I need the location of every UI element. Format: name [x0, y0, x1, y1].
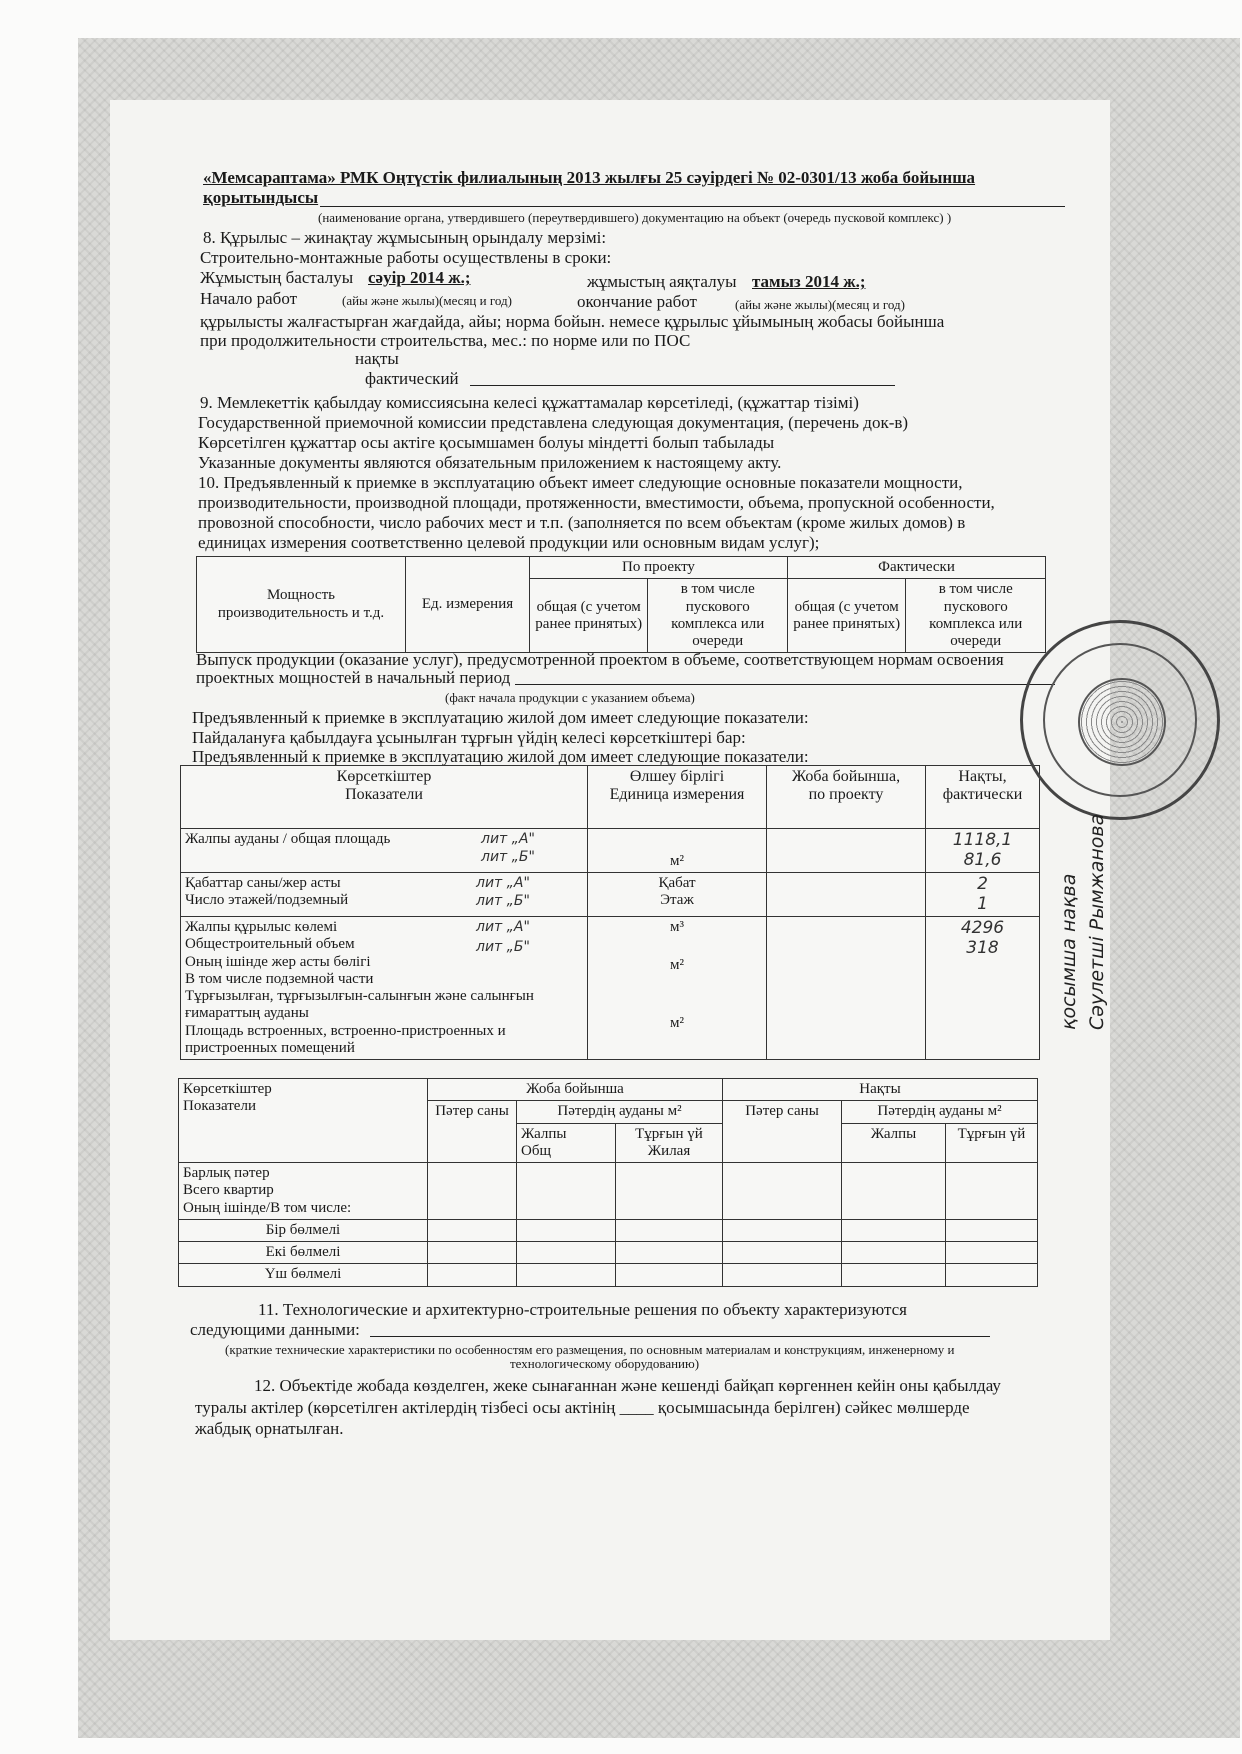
output-line-3: Предъявленный к приемке в эксплуатацию жилой дом имеет следующие показатели:	[192, 708, 809, 727]
t3-fact-count: Пәтер саны	[723, 1101, 842, 1163]
s8-end-value: тамыз 2014 ж.;	[752, 272, 866, 291]
s8-end-kz: жұмыстың аяқталуы	[587, 272, 737, 291]
t2-row-volume-l2: Общестроительный объем	[185, 936, 355, 953]
t3-fact-area: Пәтердің ауданы м²	[842, 1101, 1038, 1123]
t2-head-unit	[588, 766, 767, 829]
official-seal	[1020, 620, 1220, 820]
t3-project-living-kz: Тұрғын үй	[635, 1125, 703, 1142]
t3-project-count: Пәтер саны	[428, 1101, 517, 1163]
t2-row-volume-fact-a: 4296	[960, 918, 1005, 939]
t2-row-volume-l5: Тұрғызылған, тұрғызылғын-салынғын және салынғын	[185, 988, 534, 1005]
s12-line-3: жабдық орнатылған.	[195, 1419, 344, 1438]
output-line	[515, 684, 1055, 685]
t3-fact: Нақты	[723, 1079, 1038, 1101]
margin-note-2: Сәулетші Рымжанова	[1086, 813, 1108, 1030]
s11-line	[370, 1336, 990, 1337]
t2-head-fact-kz: Нақты,	[958, 768, 1007, 785]
t3-row-three-room: Үш бөлмелі	[179, 1264, 428, 1286]
margin-note-1: қосымша нақва	[1058, 873, 1080, 1030]
t2-head-project-kz: Жоба бойынша,	[791, 768, 901, 785]
t1-project-launch: в том числе пускового комплекса или очереди	[648, 579, 788, 653]
t2-row-floors-lit-a: лит „А"	[476, 875, 530, 892]
s10-line-1: 10. Предъявленный к приемке в эксплуатацию объект имеет следующие основные показатели мощности,	[198, 473, 963, 492]
t2-row-floors-lit-b: лит „Б"	[476, 893, 530, 910]
t3-head-ru: Показатели	[183, 1098, 256, 1115]
output-line-1: Выпуск продукции (оказание услуг), предусмотренной проектом в объеме, соответствующем нормам освоения	[196, 650, 1004, 669]
s11-line-2: следующими данными:	[190, 1320, 360, 1339]
t3-project: Жоба бойынша	[428, 1079, 723, 1101]
t3-head	[179, 1079, 428, 1163]
t3-project-living-ru: Жилая	[647, 1142, 691, 1159]
t2-row-floors-unit	[588, 873, 767, 917]
t3-row-two-room: Екі бөлмелі	[179, 1242, 428, 1264]
s8-title-ru: Строительно-монтажные работы осуществлены в сроки:	[200, 248, 612, 267]
s8-start-kz: Жұмыстың басталуы	[200, 268, 354, 287]
capacity-table	[196, 556, 1046, 653]
t3-fact-total: Жалпы	[842, 1123, 946, 1163]
t1-group-fact: Фактически	[787, 557, 1045, 579]
t2-row-floors-fact	[926, 873, 1040, 917]
output-line-5: Предъявленный к приемке в эксплуатацию жилой дом имеет следующие показатели:	[192, 747, 809, 766]
s8-fact-kz: нақты	[355, 349, 399, 368]
t3-row-incl: Оның ішінде/В том числе:	[183, 1199, 352, 1216]
output-line-4: Пайдалануға қабылдауға ұсынылған тұрғын үйдің келесі көрсеткіштері бар:	[192, 728, 746, 747]
s11-caption-1: (краткие технические характеристики по особенностям его размещения, по основным материалам и конструкциям, инженерному и	[225, 1342, 955, 1357]
t3-row-all-kz: Барлық пәтер	[183, 1165, 270, 1181]
t1-group-project: По проекту	[530, 557, 788, 579]
output-caption: (факт начала продукции с указанием объема)	[445, 690, 695, 705]
t2-row-area-label: Жалпы ауданы / общая площадь	[185, 831, 391, 847]
s9-line-3: Көрсетілген құжаттар осы актіге қосымшамен болуы міндетті болып табылады	[198, 433, 775, 452]
t2-row-area-fact-b: 81,6	[963, 849, 1002, 870]
t2-row-volume-fact	[926, 917, 1040, 1060]
t2-row-volume-fact-b: 318	[966, 937, 999, 958]
t2-row-volume-lit-b: лит „Б"	[476, 939, 530, 956]
s9-line-2: Государственной приемочной комиссии представлена следующая документация, (перечень док-в)	[198, 413, 909, 432]
t2-row-area-unit: м²	[588, 829, 767, 873]
apartments-table	[178, 1078, 1038, 1287]
s12-line-2: туралы актілер (көрсетілген актілердің тізбесі осы актінің ____ қосымшасында берілген) сәйкес мөлшерде	[195, 1398, 970, 1417]
s8-duration-ru: при продолжительности строительства, мес.: по норме или по ПОС	[200, 331, 691, 350]
s10-line-3: провозной способности, число рабочих мест и т.п. (заполняется по всем объектам (кроме жилых домов) в	[198, 513, 966, 532]
s8-end-ru: окончание работ	[577, 292, 697, 311]
s8-end-caption: (айы және жылы)(месяц и год)	[735, 297, 905, 312]
t2-row-floors-fact-b: 1	[977, 893, 988, 914]
t2-head-indicators-ru: Показатели	[345, 786, 423, 804]
t2-row-floors-ru: Число этажей/подземный	[185, 892, 349, 909]
org-line-2: қорытындысы	[203, 188, 319, 207]
t3-project-area: Пәтердің ауданы м²	[517, 1101, 723, 1123]
t2-row-volume-l8: пристроенных помещений	[185, 1039, 355, 1056]
t3-project-living	[616, 1123, 723, 1163]
t1-fact-launch: в том числе пускового комплекса или очереди	[906, 579, 1046, 653]
t2-head-indicators	[181, 766, 588, 829]
t2-head-fact	[926, 766, 1040, 829]
org-line-1: «Мемсараптама» РМК Оңтүстік филиалының 2013 жылғы 25 сәуірдегі № 02-0301/13 жоба бойынша	[203, 168, 976, 187]
s8-start-ru: Начало работ	[200, 289, 298, 308]
t3-head-kz: Көрсеткіштер	[183, 1081, 272, 1097]
t2-head-project	[767, 766, 926, 829]
t2-row-volume-unit-3: м²	[670, 1015, 684, 1032]
t2-head-unit-ru: Единица измерения	[609, 786, 745, 804]
t1-col-power: Мощность производительность и т.д.	[197, 557, 406, 653]
org-caption: (наименование органа, утвердившего (переутвердившего) документацию на объект (очередь пусковой комплекс) )	[318, 210, 952, 225]
t1-col-unit: Ед. измерения	[406, 557, 530, 653]
t3-project-total-kz: Жалпы	[521, 1125, 567, 1142]
t2-row-volume	[181, 917, 588, 1060]
t2-row-volume-unit	[588, 917, 767, 1060]
t2-row-volume-unit-1: м³	[670, 919, 684, 936]
t2-row-area-fact	[926, 829, 1040, 873]
t3-row-all-ru: Всего квартир	[183, 1182, 274, 1199]
s12-line-1: 12. Объектіде жобада көзделген, жеке сынағаннан және кешенді байқап көргеннен кейін оны қабылдау	[254, 1376, 1001, 1395]
output-line-2: проектных мощностей в начальный период	[196, 668, 511, 687]
t2-head-project-ru: по проекту	[808, 786, 884, 804]
t3-row-one-room: Бір бөлмелі	[179, 1219, 428, 1241]
t1-fact-total: общая (с учетом ранее принятых)	[787, 579, 905, 653]
t2-row-floors-project	[767, 873, 926, 917]
t2-row-floors	[181, 873, 588, 917]
t2-row-floors-unit-kz: Қабат	[658, 875, 696, 892]
t2-row-volume-l1: Жалпы құрылыс көлемі	[185, 919, 338, 936]
s8-title-kz: 8. Құрылыс – жинақтау жұмысының орындалу мерзімі:	[203, 228, 607, 247]
t2-head-indicators-kz: Көрсеткіштер	[336, 768, 432, 785]
t2-row-floors-fact-a: 2	[977, 874, 988, 895]
t2-row-volume-l4: В том числе подземной части	[185, 970, 374, 987]
seal-emblem	[1078, 678, 1166, 766]
s10-line-2: производительности, производной площади, протяженности, вместимости, объема, пропускной особенности,	[198, 493, 995, 512]
housing-indicators-table	[180, 765, 1040, 1060]
t2-head-unit-kz: Өлшеу бірлігі	[629, 768, 725, 785]
s9-line-1: 9. Мемлекеттік қабылдау комиссиясына келесі құжаттамалар көрсетіледі, (құжаттар тізімі)	[200, 393, 859, 412]
t2-row-volume-project	[767, 917, 926, 1060]
t2-row-volume-unit-2: м²	[670, 957, 684, 974]
t2-head-fact-ru: фактически	[942, 786, 1023, 804]
t2-row-area-fact-a: 1118,1	[952, 830, 1013, 850]
s9-line-4: Указанные документы являются обязательным приложением к настоящему акту.	[198, 453, 782, 472]
t3-fact-living: Тұрғын үй	[946, 1123, 1038, 1163]
t2-row-area	[181, 829, 588, 873]
s8-fact-line	[470, 385, 895, 386]
t2-row-floors-kz: Қабаттар саны/жер асты	[185, 875, 341, 892]
s11-caption-2: технологическому оборудованию)	[510, 1356, 700, 1371]
t2-row-area-project	[767, 829, 926, 873]
t2-row-volume-l6: ғимараттың ауданы	[185, 1005, 309, 1022]
s11-line-1: 11. Технологические и архитектурно-строительные решения по объекту характеризуются	[258, 1300, 907, 1319]
t2-row-volume-l3: Оның ішінде жер асты бөлігі	[185, 953, 371, 970]
t3-row-all	[179, 1163, 428, 1220]
t3-project-total	[517, 1123, 616, 1163]
s10-line-4: единицах измерения соответственно целевой продукции или основным видам услуг);	[198, 533, 820, 552]
t2-row-floors-unit-ru: Этаж	[660, 892, 694, 909]
t2-row-area-lit-b: лит „Б"	[481, 849, 535, 865]
org-underline	[320, 206, 1065, 207]
t3-project-total-ru: Общ	[521, 1142, 552, 1159]
s8-start-caption: (айы және жылы)(месяц и год)	[342, 293, 512, 308]
s8-duration-kz: құрылысты жалғастырған жағдайда, айы; норма бойын. немесе құрылыс ұйымының жобасы бойынша	[200, 312, 945, 331]
t1-project-total: общая (с учетом ранее принятых)	[530, 579, 648, 653]
s8-fact-ru: фактический	[365, 369, 459, 388]
t2-row-volume-lit-a: лит „А"	[476, 919, 530, 936]
t2-row-area-lit-a: лит „А"	[481, 831, 535, 847]
s8-start-value: сәуір 2014 ж.;	[368, 268, 471, 287]
t2-row-volume-l7: Площадь встроенных, встроенно-пристроенных и	[185, 1022, 506, 1039]
